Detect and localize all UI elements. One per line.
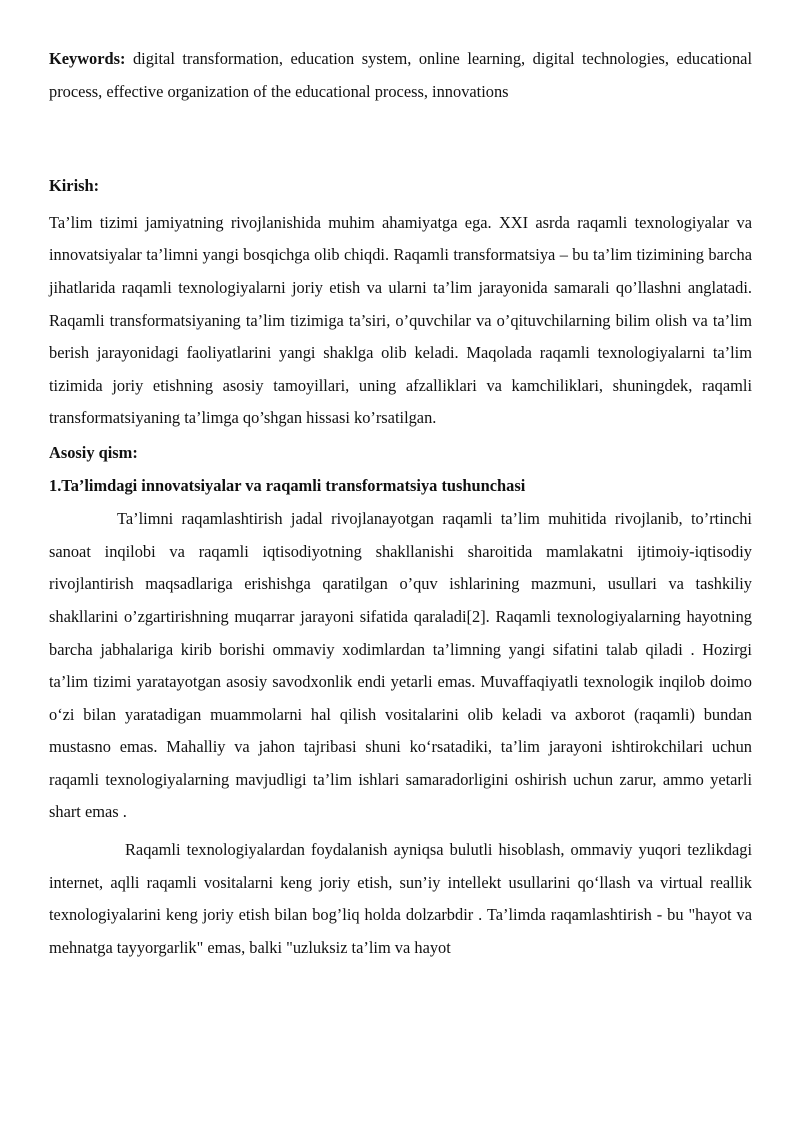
intro-heading: Kirish: bbox=[49, 176, 100, 196]
section-spacer bbox=[49, 108, 752, 159]
document-page bbox=[49, 43, 752, 964]
keywords-text: digital transformation, education system, online learning, digital technologies, educational process, effective organization of the educational process, innovations bbox=[49, 49, 752, 101]
intro-paragraph: Ta’lim tizimi jamiyatning rivojlanishida muhim ahamiyatga ega. XXI asrda raqamli texnologiyalar va innovatsiyalar ta’limni yangi bosqichga olib chiqdi. Raqamli transformatsiya – bu ta’lim tizimining barcha jihatlarida raqamli texnologiyalarni joriy etish va ularni ta’lim jarayonida samarali qo’llashni anglatadi. Raqamli transformatsiyaning ta’lim tizimiga ta’siri, o’quvchilar va o’qituvchilarning bilim olish va ta’lim berish jarayonidagi faoliyatlarini yangi shaklga olib keladi. Maqolada raqamli texnologiyalarni ta’lim tizimida joriy etishning asosiy tamoyillari, uning afzalliklari va kamchiliklari, shuningdek, raqamli transformatsiyaning ta’limga qo’shgan hissasi ko’rsatilgan. bbox=[49, 212, 752, 428]
body-paragraph-2: Raqamli texnologiyalardan foydalanish ayniqsa bulutli hisoblash, ommaviy yuqori tezlikdagi internet, aqlli raqamli vositalarni keng joriy etish, sun’iy intellekt usullarini qo‘llash va virtual reallik texnologiyalarini keng joriy etish bilan bog’liq holda dolzarbdir . Ta’limda raqamlashtirish - bu "hayot va mehnatga tayyorgarlik" emas, balki "uzluksiz ta’lim va hayot bbox=[49, 840, 752, 957]
keywords-paragraph bbox=[49, 43, 752, 108]
keywords-label: Keywords: bbox=[49, 49, 126, 68]
body-paragraph-1: Ta’limni raqamlashtirish jadal rivojlanayotgan raqamli ta’lim muhitida rivojlanib, to’rtinchi sanoat inqilobi va raqamli iqtisodiyotning shakllanishi sharoitida mamlakatni ijtimoiy-iqtisodiy rivojlantirish maqsadlariga erishishga qaratilgan o’quv ishlarining mazmuni, usullari va tashkiliy shakllarini o’zgartirishning muqarrar jarayoni sifatida qaraladi[2]. Raqamli texnologiyalarning hayotning barcha jabhalariga kirib borishi ommaviy xodimlardan ta’limning yangi sifatini talab qiladi . Hozirgi ta’lim tizimi yaratayotgan asosiy savodxonlik endi yetarli emas. Muvaffaqiyatli texnologik inqilob doimo o‘zi bilan yaratadigan muammolarni hal qilish vositalarini olib keladi va axborot (raqamli) bundan mustasno emas. Mahalliy va jahon tajribasi shuni ko‘rsatadiki, ta’lim jarayoni ishtirokchilari uchun raqamli texnologiyalarning mavjudligi ta’lim ishlari samaradorligini oshirish uchun zarur, ammo yetarli shart emas . bbox=[49, 509, 752, 822]
main-heading: Asosiy qism: bbox=[49, 442, 138, 462]
section-subheading: 1.Ta’limdagi innovatsiyalar va raqamli transformatsiya tushunchasi bbox=[49, 475, 526, 495]
